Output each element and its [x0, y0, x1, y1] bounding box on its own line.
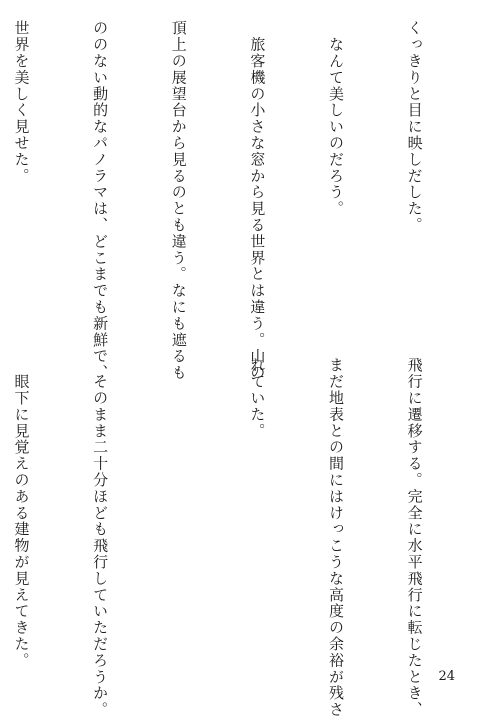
text-column: まだ地表との間にはけっこうな高度の余裕が残さ	[326, 357, 345, 718]
text-column: れていた。	[248, 357, 267, 439]
text-column	[166, 357, 192, 675]
text-column: 眼下に見覚えのある建物が見えてきた。	[12, 357, 31, 669]
text-column: 旅客機の小さな窓から見る世界とは違う。山の	[248, 20, 267, 381]
text-column: 飛行に遷移する。完全に水平飛行に転じたとき、	[405, 357, 424, 718]
text-block-top	[0, 20, 480, 381]
text-column: くっきりと目に映しだした。	[405, 20, 424, 234]
text-column: 世界を美しく見せた。	[12, 20, 31, 184]
text-column: ののない動的なパノラマは、どこまでも新鮮で、	[91, 20, 110, 381]
text-column: 頂上の展望台から見るのとも違う。なにも遮るも	[169, 20, 188, 381]
page-number: 24	[438, 669, 455, 684]
text-column: なんて美しいのだろう。	[326, 20, 345, 217]
text-column: そのまま二十分ほども飛行していただろうか。	[91, 357, 110, 718]
